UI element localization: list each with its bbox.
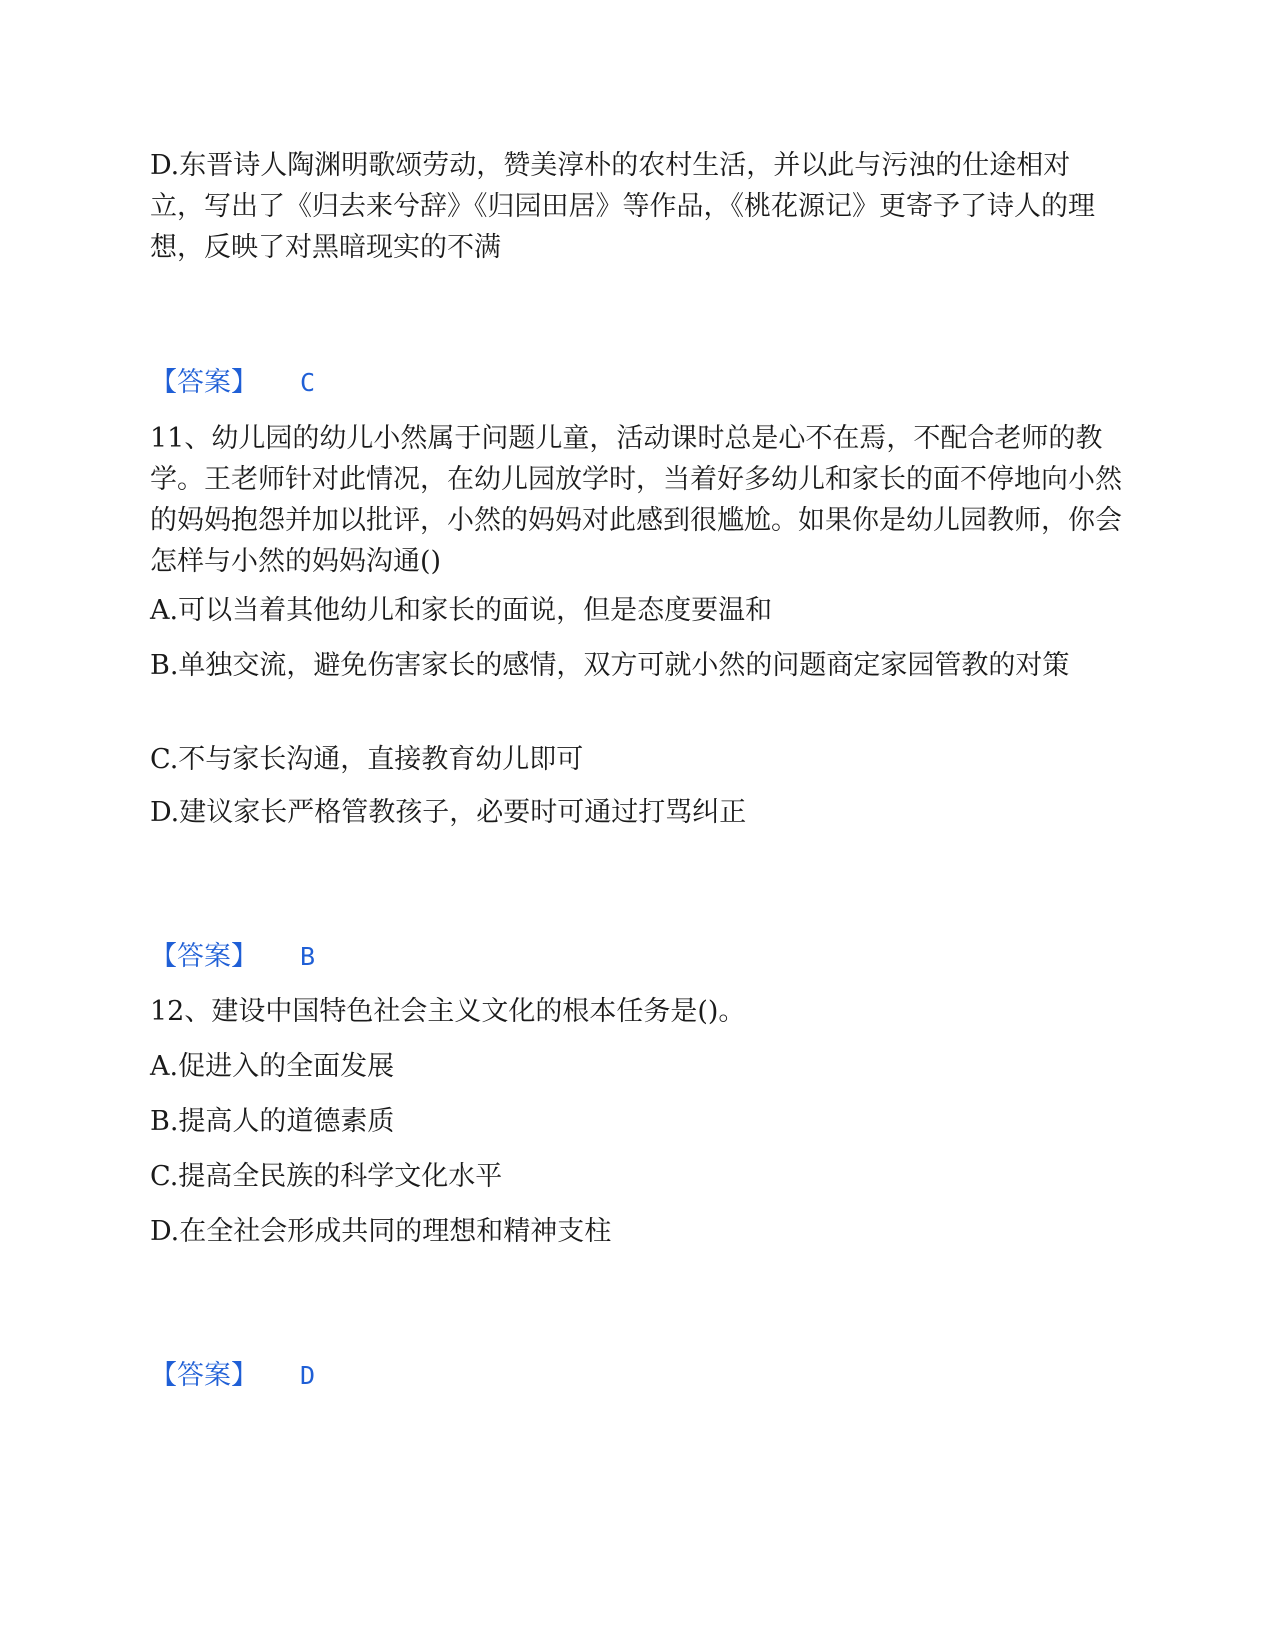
answer-value: C <box>300 368 316 397</box>
q11-option-b: B.单独交流，避免伤害家长的感情，双方可就小然的问题商定家园管教的对策 <box>150 650 1070 681</box>
answer-value: B <box>300 942 316 971</box>
q12-option-a: A.促进入的全面发展 <box>150 1051 395 1082</box>
q10-option-d: D.东晋诗人陶渊明歌颂劳动，赞美淳朴的农村生活，并以此与污浊的仕途相对立，写出了《归去来兮辞》《归园田居》等作品，《桃花源记》更寄予了诗人的理想，反映了对黑暗现实的不满 <box>150 150 1095 263</box>
q11-answer <box>150 936 315 977</box>
q11-stem: 11、幼儿园的幼儿小然属于问题儿童，活动课时总是心不在焉，不配合老师的教学。王老师针对此情况，在幼儿园放学时，当着好多幼儿和家长的面不停地向小然的妈妈抱怨并加以批评，小然的妈妈对此感到很尴尬。如果你是幼儿园教师，你会怎样与小然的妈妈沟通() <box>150 423 1122 577</box>
answer-label: 【答案】 <box>150 367 258 398</box>
q10-answer <box>150 362 315 403</box>
answer-label: 【答案】 <box>150 1360 258 1391</box>
q12-stem: 12、建设中国特色社会主义文化的根本任务是()。 <box>150 996 746 1027</box>
answer-label: 【答案】 <box>150 941 258 972</box>
q11-option-d: D.建议家长严格管教孩子，必要时可通过打骂纠正 <box>150 797 747 828</box>
answer-value: D <box>300 1361 316 1390</box>
q12-option-b: B.提高人的道德素质 <box>150 1106 395 1137</box>
q12-option-c: C.提高全民族的科学文化水平 <box>150 1161 503 1192</box>
q12-option-d: D.在全社会形成共同的理想和精神支柱 <box>150 1216 612 1247</box>
q12-answer <box>150 1355 315 1396</box>
q11-option-a: A.可以当着其他幼儿和家长的面说，但是态度要温和 <box>150 595 773 626</box>
q11-option-c: C.不与家长沟通，直接教育幼儿即可 <box>150 744 584 775</box>
